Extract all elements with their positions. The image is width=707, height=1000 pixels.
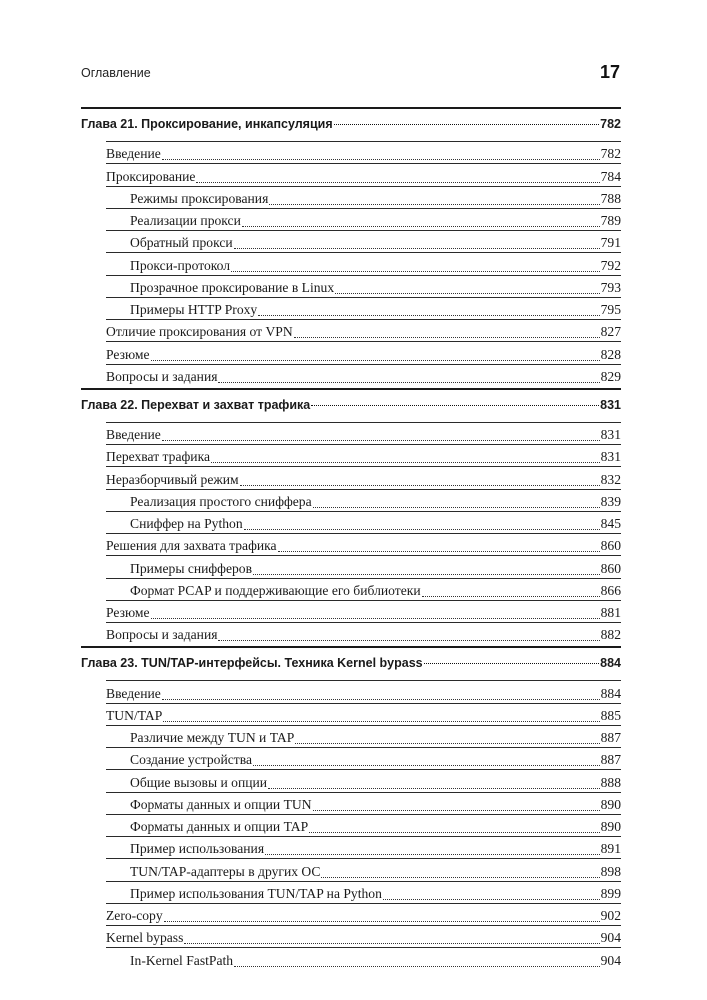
chapter-heading[interactable] — [81, 656, 621, 678]
dot-leader — [234, 248, 600, 249]
entry-page: 881 — [600, 605, 621, 620]
toc-section-entry[interactable] — [106, 466, 621, 488]
entry-page: 827 — [600, 324, 621, 340]
dot-leader — [196, 182, 599, 183]
entry-page: 890 — [600, 819, 621, 834]
entry-page: 899 — [600, 885, 621, 901]
dot-leader — [211, 462, 600, 463]
toc-section-entry[interactable] — [106, 925, 621, 947]
entry-title: Форматы данных и опции TUN — [130, 796, 312, 812]
entry-page: 784 — [600, 168, 621, 184]
table-of-contents — [81, 107, 621, 972]
entry-page: 832 — [600, 471, 621, 487]
toc-subsection-entry[interactable] — [106, 275, 621, 297]
entry-page: 860 — [600, 560, 621, 576]
dot-leader — [242, 226, 600, 227]
entry-title: Введение — [106, 146, 161, 162]
dot-leader — [218, 382, 599, 383]
toc-section-entry[interactable] — [106, 163, 621, 185]
entry-page: 904 — [600, 930, 621, 946]
entry-page: 791 — [600, 235, 621, 251]
dot-leader — [278, 551, 600, 552]
toc-section-entry[interactable] — [106, 444, 621, 466]
toc-subsection-entry[interactable] — [106, 555, 621, 577]
dot-leader — [313, 507, 600, 508]
running-header-title: Оглавление — [81, 66, 151, 80]
entry-title: Проксирование — [106, 168, 196, 184]
chapter-page: 831 — [600, 397, 621, 412]
chapter-page: 884 — [600, 656, 621, 671]
toc-subsection-entry[interactable] — [106, 208, 621, 230]
entry-title: Создание устройства — [130, 752, 252, 768]
entry-title: Резюме — [106, 346, 150, 362]
toc-subsection-entry[interactable] — [106, 814, 621, 836]
toc-section-entry[interactable] — [106, 422, 621, 444]
toc-subsection-entry[interactable] — [106, 858, 621, 880]
entry-page: 829 — [600, 368, 621, 384]
entry-page: 890 — [600, 796, 621, 812]
toc-subsection-entry[interactable] — [106, 947, 621, 969]
entry-page: 902 — [600, 908, 621, 923]
entry-title: Пример использования TUN/TAP на Python — [130, 885, 382, 901]
dot-leader — [163, 721, 599, 722]
dot-leader — [231, 271, 600, 272]
toc-section-entry[interactable] — [106, 364, 621, 386]
dot-leader — [162, 699, 600, 700]
entry-title: Форматы данных и опции TAP — [130, 819, 309, 834]
entry-title: Вопросы и задания — [106, 627, 218, 643]
dot-leader — [424, 663, 600, 664]
toc-subsection-entry[interactable] — [106, 836, 621, 858]
toc-subsection-entry[interactable] — [106, 881, 621, 903]
dot-leader — [311, 405, 599, 406]
dot-leader — [268, 788, 600, 789]
toc-section-entry[interactable] — [106, 341, 621, 363]
dot-leader — [335, 293, 599, 294]
toc-subsection-entry[interactable] — [106, 511, 621, 533]
entry-page: 860 — [600, 538, 621, 554]
page-number: 17 — [599, 62, 620, 82]
entry-title: Формат PCAP и поддерживающие его библиотеки — [130, 582, 421, 598]
toc-subsection-entry[interactable] — [106, 747, 621, 769]
dot-leader — [258, 315, 599, 316]
toc-subsection-entry[interactable] — [106, 725, 621, 747]
entry-title: Общие вызовы и опции — [130, 774, 268, 790]
entry-title: Реализации прокси — [130, 213, 241, 228]
entry-page: 788 — [600, 190, 621, 206]
entry-title: Режимы проксирования — [130, 190, 269, 206]
entry-title: Kernel bypass — [106, 930, 184, 946]
entry-title: Прокси-протокол — [130, 257, 231, 273]
entry-page: 891 — [600, 841, 621, 857]
toc-section-entry[interactable] — [106, 903, 621, 925]
entry-page: 904 — [600, 952, 621, 968]
toc-subsection-entry[interactable] — [106, 489, 621, 511]
entry-title: Неразборчивый режим — [106, 471, 239, 487]
toc-subsection-entry[interactable] — [106, 297, 621, 319]
entry-page: 882 — [600, 627, 621, 643]
entry-page: 845 — [600, 516, 621, 531]
entry-title: Введение — [106, 685, 161, 701]
entry-title: Реализация простого сниффера — [130, 493, 312, 509]
entry-title: TUN/TAP-адаптеры в других ОС — [130, 863, 321, 879]
toc-subsection-entry[interactable] — [106, 230, 621, 252]
entry-title: Решения для захвата трафика — [106, 538, 277, 554]
dot-leader — [218, 640, 599, 641]
dot-leader — [253, 765, 600, 766]
dot-leader — [269, 204, 599, 205]
toc-subsection-entry[interactable] — [106, 252, 621, 274]
dot-leader — [313, 810, 600, 811]
toc-section-entry[interactable] — [106, 680, 621, 702]
toc-subsection-entry[interactable] — [106, 792, 621, 814]
entry-title: Обратный прокси — [130, 235, 233, 251]
chapter-page: 782 — [600, 117, 621, 131]
entry-title: Резюме — [106, 605, 150, 620]
toc-subsection-entry[interactable] — [106, 769, 621, 791]
chapter-title: Глава 23. TUN/TAP-интерфейсы. Техника Kernel bypass — [81, 656, 423, 671]
entry-page: 887 — [600, 730, 621, 745]
entry-page: 887 — [600, 752, 621, 768]
dot-leader — [244, 529, 600, 530]
entry-title: Различие между TUN и TAP — [130, 730, 295, 745]
entry-page: 898 — [600, 863, 621, 879]
entry-title: TUN/TAP — [106, 707, 163, 723]
dot-leader — [295, 743, 599, 744]
entry-title: In-Kernel FastPath — [130, 952, 234, 968]
entry-page: 831 — [600, 449, 621, 465]
dot-leader — [294, 337, 600, 338]
dot-leader — [334, 124, 600, 125]
dot-leader — [162, 440, 600, 441]
dot-leader — [164, 921, 600, 922]
chapter-block — [81, 646, 621, 971]
dot-leader — [240, 485, 600, 486]
entry-title: Пример использования — [130, 841, 265, 857]
toc-subsection-entry[interactable] — [106, 578, 621, 600]
dot-leader — [151, 360, 600, 361]
dot-leader — [253, 574, 600, 575]
dot-leader — [321, 877, 599, 878]
entry-title: Сниффер на Python — [130, 516, 243, 531]
dot-leader — [383, 899, 600, 900]
toc-section-entry[interactable] — [106, 703, 621, 725]
entry-page: 792 — [600, 257, 621, 273]
entry-page: 866 — [600, 582, 621, 598]
toc-section-entry[interactable] — [106, 141, 621, 163]
chapter-heading[interactable] — [81, 117, 621, 139]
entry-page: 795 — [600, 302, 621, 317]
entry-title: Перехват трафика — [106, 449, 211, 465]
entry-title: Отличие проксирования от VPN — [106, 324, 293, 340]
entry-title: Введение — [106, 427, 161, 442]
dot-leader — [184, 943, 599, 944]
dot-leader — [265, 854, 600, 855]
dot-leader — [234, 966, 600, 967]
dot-leader — [162, 159, 600, 160]
entry-page: 831 — [600, 427, 621, 442]
entry-title: Примеры снифферов — [130, 560, 253, 576]
entry-title: Примеры HTTP Proxy — [130, 302, 258, 317]
chapter-title: Глава 22. Перехват и захват трафика — [81, 397, 311, 412]
dot-leader — [309, 832, 599, 833]
entry-page: 793 — [600, 279, 621, 295]
entry-page: 782 — [600, 146, 621, 162]
toc-section-entry[interactable] — [106, 533, 621, 555]
entry-page: 888 — [600, 774, 621, 790]
entry-page: 885 — [600, 707, 621, 723]
entry-page: 789 — [600, 213, 621, 228]
chapter-heading[interactable] — [81, 398, 621, 420]
entry-page: 828 — [600, 346, 621, 362]
entry-page: 839 — [600, 493, 621, 509]
toc-section-entry[interactable] — [106, 622, 621, 644]
dot-leader — [151, 618, 600, 619]
chapter-block — [81, 107, 621, 388]
entry-title: Zero-copy — [106, 908, 163, 923]
toc-section-entry[interactable] — [106, 600, 621, 622]
entry-page: 884 — [600, 685, 621, 701]
toc-section-entry[interactable] — [106, 319, 621, 341]
entry-title: Вопросы и задания — [106, 368, 218, 384]
toc-subsection-entry[interactable] — [106, 186, 621, 208]
entry-title: Прозрачное проксирование в Linux — [130, 279, 335, 295]
dot-leader — [422, 596, 600, 597]
chapter-block — [81, 388, 621, 647]
chapter-title: Глава 21. Проксирование, инкапсуляция — [81, 117, 333, 131]
